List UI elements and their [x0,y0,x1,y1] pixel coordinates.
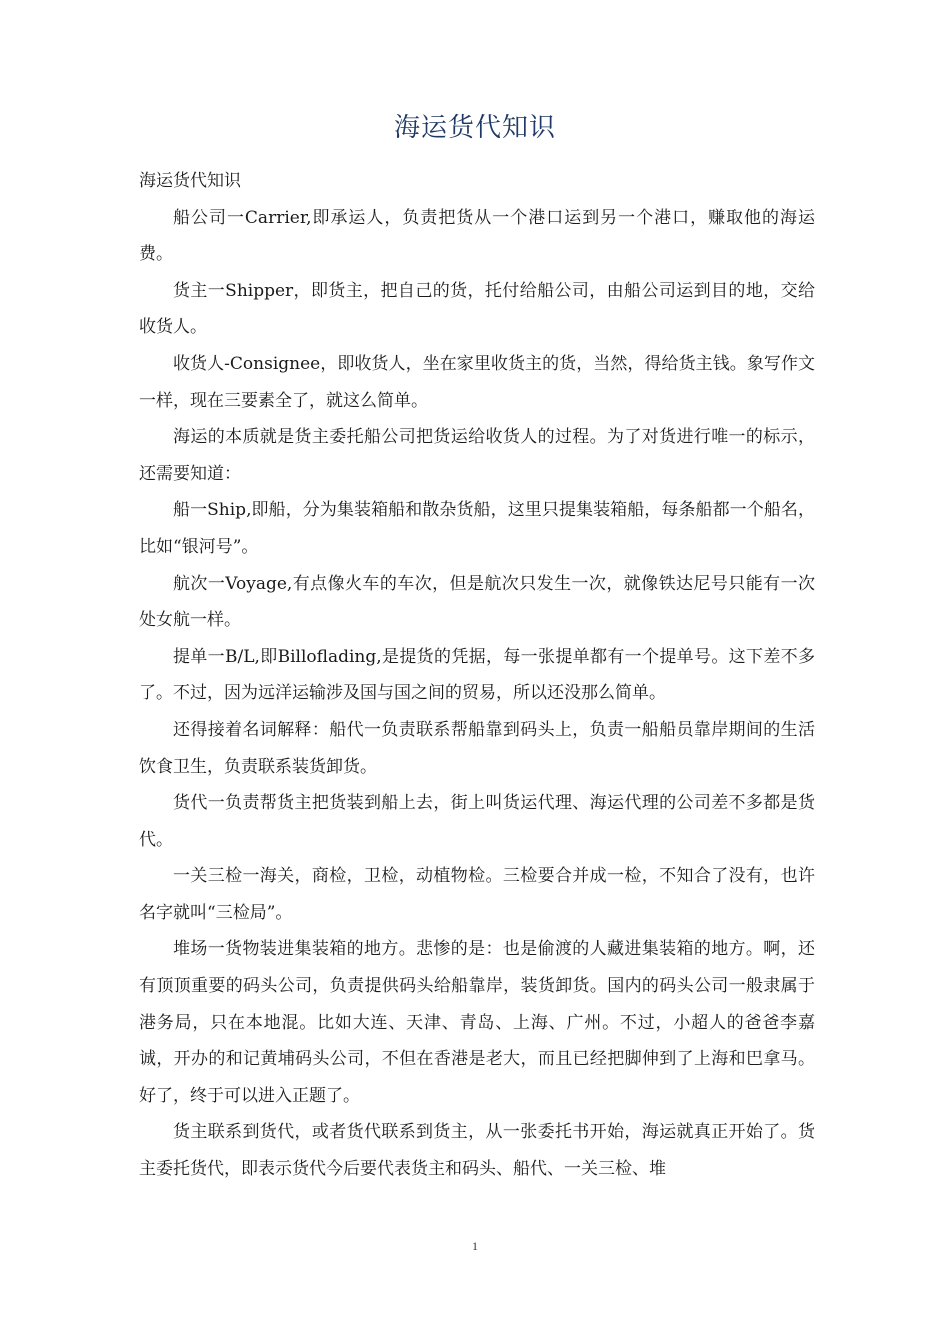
paragraph-freight-forwarder: 货代一负责帮货主把货装到船上去，街上叫货运代理、海运代理的公司差不多都是货代。 [139,793,815,850]
page-number: 1 [472,1239,478,1253]
paragraph-booking: 货主联系到货代，或者货代联系到货主，从一张委托书开始，海运就真正开始了。货主委托货代，即表示货代今后要代表货主和码头、船代、一关三检、堆 [139,1122,815,1180]
paragraph-essence: 海运的本质就是货主委托船公司把货运给收货人的过程。为了对货进行唯一的标示，还需要知道： [139,427,815,484]
paragraph-ship-agent: 还得接着名词解释：船代一负责联系帮船靠到码头上，负责一船船员靠岸期间的生活饮食卫生，负责联系装货卸货。 [139,719,815,777]
paragraph-ship: 船一Ship,即船，分为集装箱船和散杂货船，这里只提集装箱船，每条船都一个船名，比如“银河号”。 [139,500,815,557]
paragraph-bill-of-lading: 提单一B/L,即Billoflading,是提货的凭据，每一张提单都有一个提单号。这下差不多了。不过，因为远洋运输涉及国与国之间的贸易，所以还没那么简单。 [139,646,815,704]
paragraph-yard: 堆场一货物装进集装箱的地方。悲惨的是：也是偷渡的人藏进集装箱的地方。啊，还有顶顶重要的码头公司，负责提供码头给船靠岸，装货卸货。国内的码头公司一般隶属于港务局，只在本地混。比如大连、天津、青岛、上海、广州。不过，小超人的爸爸李嘉诚，开办的和记黄埔码头公司，不但在香港是老大，而且已经把脚伸到了上海和巴拿马。好了，终于可以进入正题了。 [139,939,815,1106]
paragraph-consignee: 收货人-Consignee，即收货人，坐在家里收货主的货，当然，得给货主钱。象写作文一样，现在三要素全了，就这么简单。 [139,353,815,411]
document-subtitle: 海运货代知识 [139,171,241,191]
paragraph-customs: 一关三检一海关，商检，卫检，动植物检。三检要合并成一检，不知合了没有，也许名字就叫“三检局”。 [139,866,815,923]
paragraph-shipper: 货主一Shipper，即货主，把自己的货，托付给船公司，由船公司运到目的地，交给收货人。 [139,280,815,338]
paragraph-carrier: 船公司一Carrier,即承运人，负责把货从一个港口运到另一个港口，赚取他的海运费。 [139,207,815,265]
document-title: 海运货代知识 [393,113,556,143]
paragraph-voyage: 航次一Voyage,有点像火车的车次，但是航次只发生一次，就像铁达尼号只能有一次处女航一样。 [139,573,815,631]
document-body [139,163,815,1188]
